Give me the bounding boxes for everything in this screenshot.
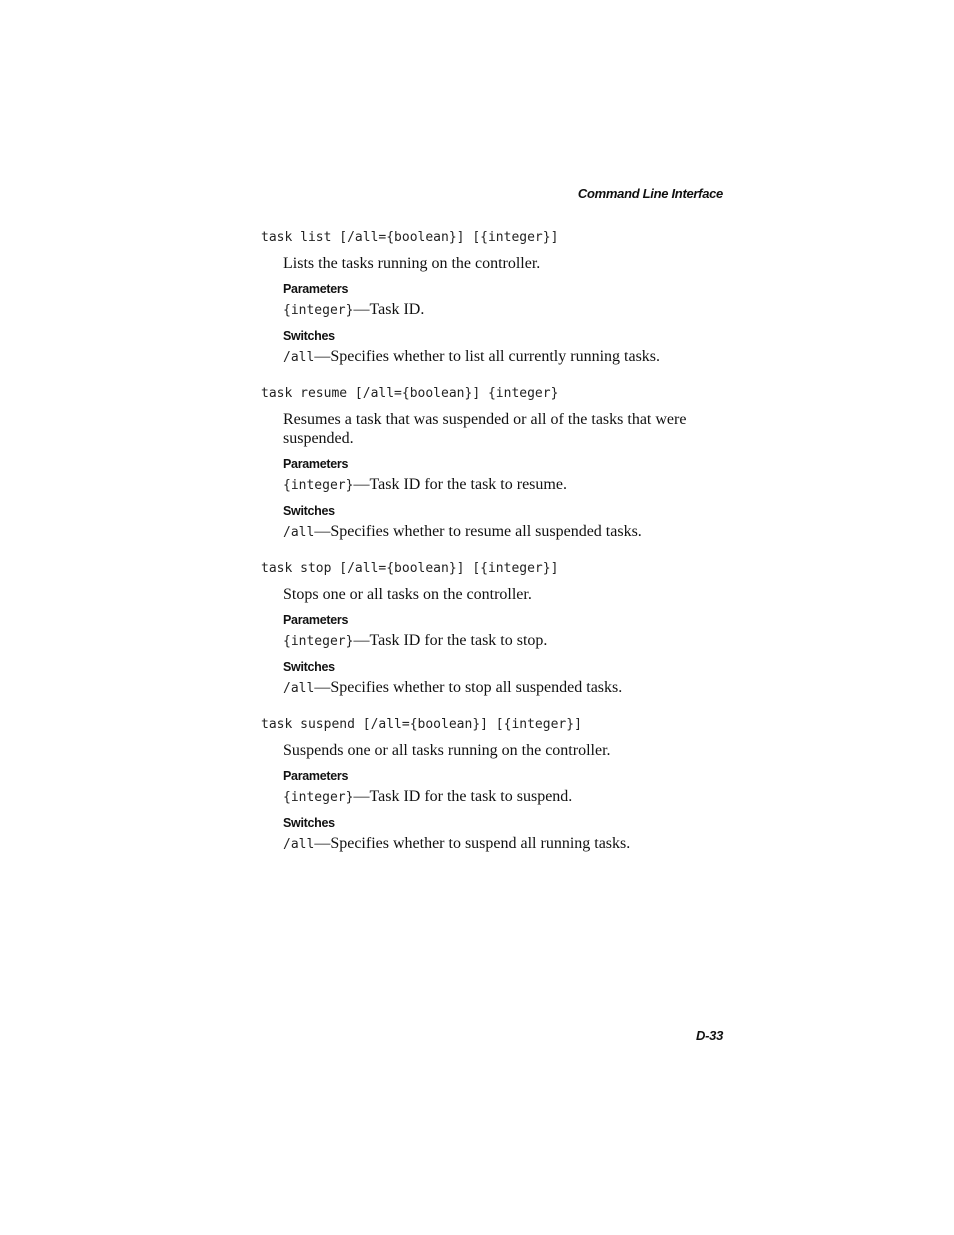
switches-heading: Switches	[283, 504, 335, 518]
parameter-item	[283, 631, 723, 651]
page-number: D-33	[696, 1028, 723, 1043]
parameters-heading: Parameters	[283, 282, 349, 296]
switches-heading: Switches	[283, 329, 335, 343]
switch-text: —Specifies whether to stop all suspended tasks.	[314, 679, 623, 696]
command-reference	[261, 229, 723, 854]
switch-code: /all	[283, 350, 315, 365]
switch-text: —Specifies whether to resume all suspended tasks.	[314, 523, 642, 540]
command-section-task-resume	[261, 385, 723, 542]
parameter-code: {integer}	[283, 478, 354, 493]
parameter-text: —Task ID for the task to stop.	[353, 632, 548, 649]
command-syntax: task resume [/all={boolean}] {integer}	[261, 386, 559, 401]
command-section-task-suspend	[261, 716, 723, 854]
parameter-item	[283, 300, 723, 320]
command-description: Suspends one or all tasks running on the controller.	[283, 742, 611, 759]
parameter-text: —Task ID for the task to resume.	[353, 476, 567, 493]
switch-code: /all	[283, 681, 315, 696]
parameter-item	[283, 475, 723, 495]
command-syntax: task list [/all={boolean}] [{integer}]	[261, 230, 559, 245]
running-header: Command Line Interface	[577, 186, 723, 201]
parameter-code: {integer}	[283, 303, 354, 318]
command-details	[261, 585, 723, 698]
switch-code: /all	[283, 837, 315, 852]
switch-text: —Specifies whether to suspend all running tasks.	[314, 835, 631, 852]
parameters-heading: Parameters	[283, 769, 349, 783]
command-details	[261, 410, 723, 542]
command-details	[261, 741, 723, 854]
parameter-item	[283, 787, 723, 807]
command-description: Lists the tasks running on the controller.	[283, 255, 541, 272]
switch-code: /all	[283, 525, 315, 540]
parameter-text: —Task ID.	[353, 301, 425, 318]
switch-item	[283, 678, 723, 698]
parameter-code: {integer}	[283, 634, 354, 649]
switches-heading: Switches	[283, 660, 335, 674]
parameters-heading: Parameters	[283, 613, 349, 627]
command-syntax: task suspend [/all={boolean}] [{integer}]	[261, 717, 582, 732]
switches-heading: Switches	[283, 816, 335, 830]
switch-text: —Specifies whether to list all currently running tasks.	[314, 348, 661, 365]
command-description: Stops one or all tasks on the controller.	[283, 586, 532, 603]
command-description: Resumes a task that was suspended or all of the tasks that were suspended.	[283, 411, 687, 447]
parameter-code: {integer}	[283, 790, 354, 805]
parameters-heading: Parameters	[283, 457, 349, 471]
command-details	[261, 254, 723, 367]
switch-item	[283, 834, 723, 854]
command-section-task-stop	[261, 560, 723, 698]
switch-item	[283, 347, 723, 367]
command-section-task-list	[261, 229, 723, 367]
switch-item	[283, 522, 723, 542]
parameter-text: —Task ID for the task to suspend.	[353, 788, 573, 805]
command-syntax: task stop [/all={boolean}] [{integer}]	[261, 561, 559, 576]
